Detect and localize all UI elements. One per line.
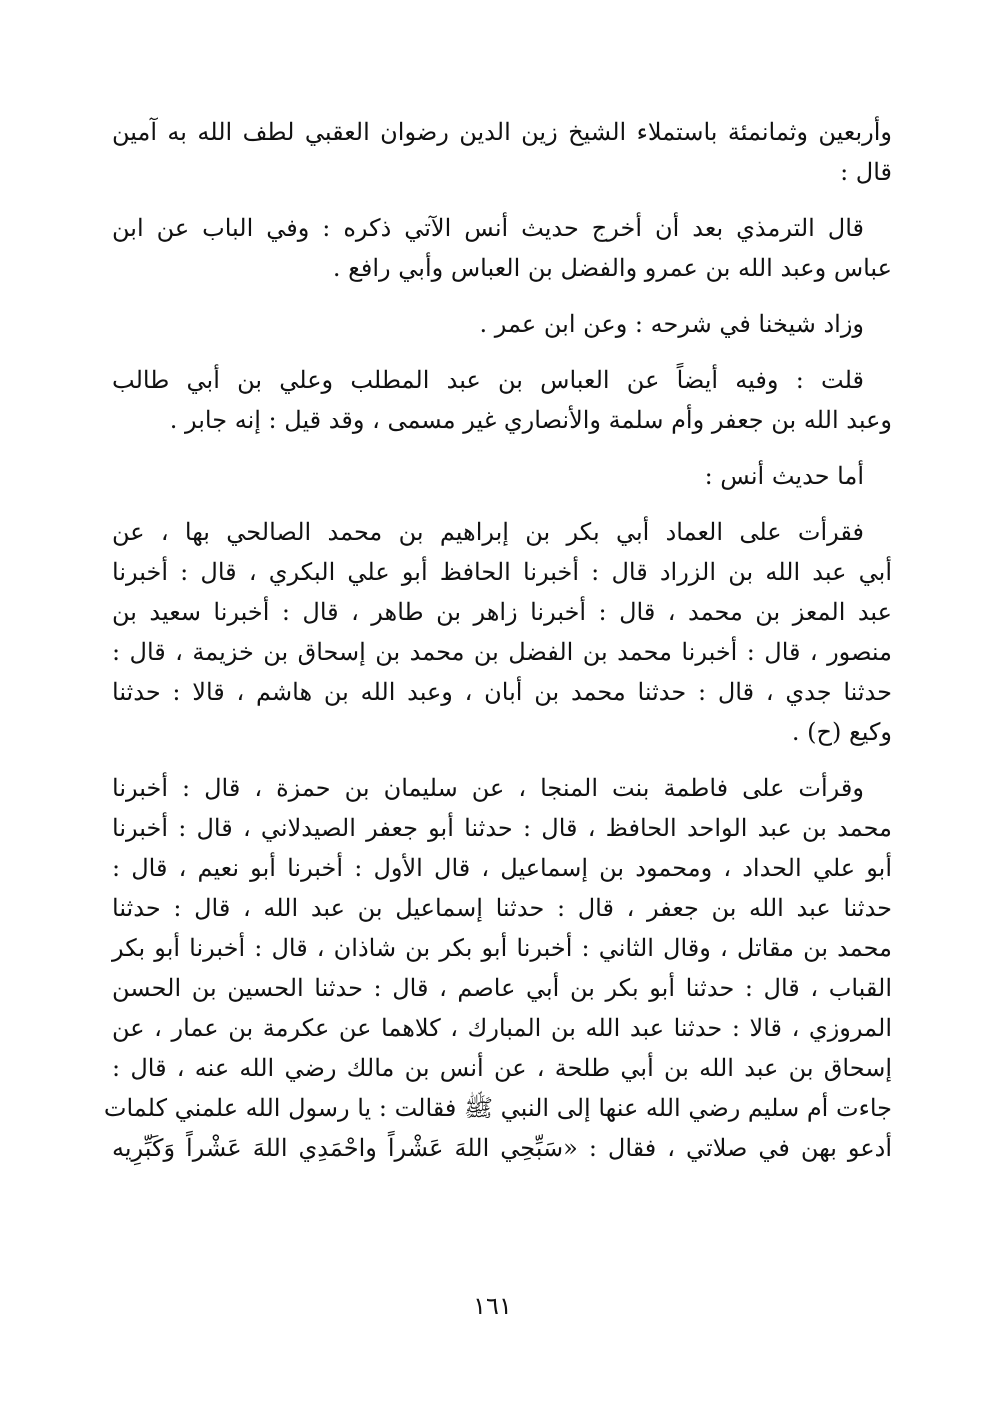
text-line: أبي عبد الله بن الزراد قال : أخبرنا الحافظ أبو علي البكري ، قال : أخبرنا xyxy=(112,558,892,586)
paragraph-3 xyxy=(112,304,892,344)
text-line: عباس وعبد الله بن عمرو والفضل بن العباس وأبي رافع . xyxy=(332,254,892,282)
text-line: أدعو بهن في صلاتي ، فقال : «سَبِّحِي اللهَ عَشْراً واحْمَدِي اللهَ عَشْراً وَكَبِّرِيه xyxy=(112,1134,892,1162)
text-line: أما حديث أنس : xyxy=(704,462,864,490)
page-number: ١٦١ xyxy=(473,1292,512,1320)
text-line: وزاد شيخنا في شرحه : وعن ابن عمر . xyxy=(479,310,864,338)
text-body xyxy=(103,112,893,1184)
text-line: عبد المعز بن محمد ، قال : أخبرنا زاهر بن طاهر ، قال : أخبرنا سعيد بن xyxy=(112,598,892,626)
text-line: حدثنا جدي ، قال : حدثنا محمد بن أبان ، وعبد الله بن هاشم ، قالا : حدثنا xyxy=(112,678,892,706)
text-line: المروزي ، قالا : حدثنا عبد الله بن المبارك ، كلاهما عن عكرمة بن عمار ، عن xyxy=(112,1014,892,1042)
paragraph-4 xyxy=(112,360,892,440)
text-line: قلت : وفيه أيضاً عن العباس بن عبد المطلب وعلي بن أبي طالب xyxy=(112,366,864,394)
text-line: جاءت أم سليم رضي الله عنها إلى النبي ﷺ فقالت : يا رسول الله علمني كلمات xyxy=(103,1094,892,1122)
text-line: وأربعين وثمانمئة باستملاء الشيخ زين الدين رضوان العقبي لطف الله به آمين xyxy=(112,118,892,146)
text-line: محمد بن عبد الواحد الحافظ ، قال : حدثنا أبو جعفر الصيدلاني ، قال : أخبرنا xyxy=(112,814,893,842)
paragraph-2 xyxy=(112,208,892,288)
text-line: محمد بن مقاتل ، وقال الثاني : أخبرنا أبو بكر بن شاذان ، قال : أخبرنا أبو بكر xyxy=(112,934,892,962)
paragraph-7 xyxy=(103,768,893,1168)
text-line: القباب ، قال : حدثنا أبو بكر بن أبي عاصم ، قال : حدثنا الحسين بن الحسن xyxy=(112,974,892,1002)
paragraph-1 xyxy=(112,112,892,192)
text-line: فقرأت على العماد أبي بكر بن إبراهيم بن محمد الصالحي بها ، عن xyxy=(112,518,864,546)
text-line: وقرأت على فاطمة بنت المنجا ، عن سليمان بن حمزة ، قال : أخبرنا xyxy=(112,774,864,802)
text-line: حدثنا عبد الله بن جعفر ، قال : حدثنا إسماعيل بن عبد الله ، قال : حدثنا xyxy=(112,894,892,922)
text-line: وعبد الله بن جعفر وأم سلمة والأنصاري غير مسمى ، وقد قيل : إنه جابر . xyxy=(169,406,892,434)
text-line: منصور ، قال : أخبرنا محمد بن الفضل بن محمد بن إسحاق بن خزيمة ، قال : xyxy=(112,638,892,666)
text-line: قال : xyxy=(840,158,892,186)
paragraph-6 xyxy=(112,512,892,752)
paragraph-5 xyxy=(112,456,892,496)
text-line: أبو علي الحداد ، ومحمود بن إسماعيل ، قال الأول : أخبرنا أبو نعيم ، قال : xyxy=(112,854,892,882)
text-line: إسحاق بن عبد الله بن أبي طلحة ، عن أنس بن مالك رضي الله عنه ، قال : xyxy=(112,1054,892,1082)
text-line: قال الترمذي بعد أن أخرج حديث أنس الآتي ذكره : وفي الباب عن ابن xyxy=(112,214,864,242)
text-line: وكيع (ح) . xyxy=(791,718,892,746)
